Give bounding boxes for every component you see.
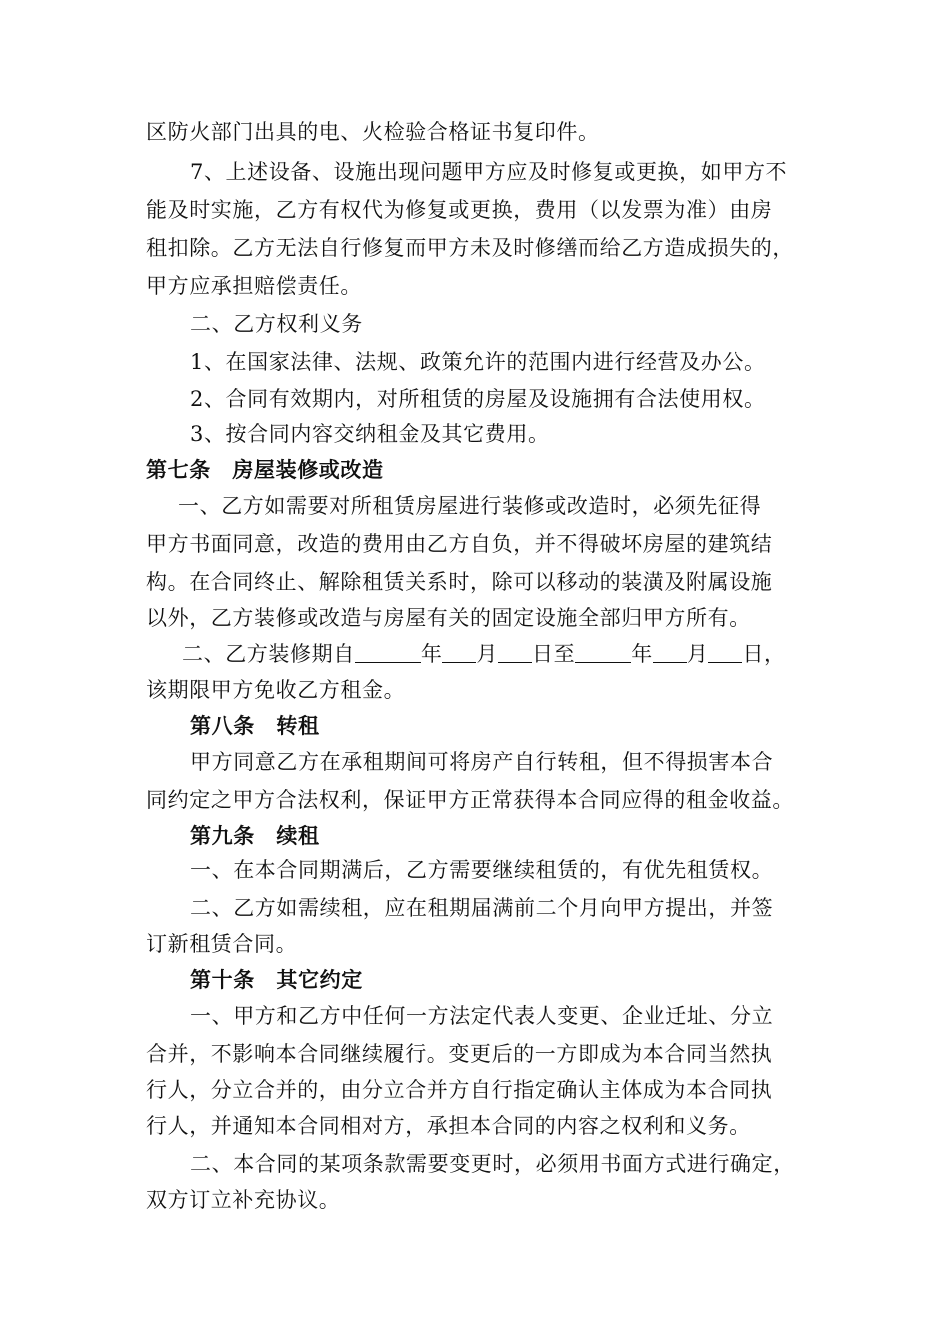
paragraph-line: 二、本合同的某项条款需要变更时，必须用书面方式进行确定，	[190, 1152, 795, 1176]
paragraph-line: 一、甲方和乙方中任何一方法定代表人变更、企业迁址、分立	[190, 1004, 774, 1028]
paragraph-line: 双方订立补充协议。	[146, 1188, 341, 1212]
article-7-heading: 第七条 房屋装修或改造	[146, 458, 384, 482]
paragraph-line: 租扣除。乙方无法自行修复而甲方未及时修缮而给乙方造成损失的，	[146, 236, 794, 260]
article-8-heading: 第八条 转租	[190, 714, 320, 738]
day-to-label: 日至	[532, 642, 576, 666]
paragraph-line: 1、在国家法律、法规、政策允许的范围内进行经营及办公。	[190, 350, 766, 374]
renovation-period-line	[182, 640, 786, 668]
paragraph-line: 一、乙方如需要对所租赁房屋进行装修或改造时，必须先征得	[178, 494, 762, 518]
blank-end-month[interactable]	[653, 642, 687, 663]
section-subheading: 二、乙方权利义务	[190, 312, 363, 336]
blank-start-month[interactable]	[442, 642, 476, 663]
paragraph-line: 一、在本合同期满后，乙方需要继续租赁的，有优先租赁权。	[190, 858, 774, 882]
paragraph-line: 甲方书面同意，改造的费用由乙方自负，并不得破坏房屋的建筑结	[146, 532, 773, 556]
paragraph-line: 该期限甲方免收乙方租金。	[146, 678, 406, 702]
paragraph-line: 合并，不影响本合同继续履行。变更后的一方即成为本合同当然执	[146, 1042, 773, 1066]
paragraph-line: 以外，乙方装修或改造与房屋有关的固定设施全部归甲方所有。	[146, 606, 751, 630]
paragraph-line: 订新租赁合同。	[146, 932, 298, 956]
blank-start-day[interactable]	[498, 642, 532, 663]
blank-start-year[interactable]	[355, 642, 421, 663]
paragraph-line: 甲方同意乙方在承租期间可将房产自行转租，但不得损害本合	[190, 750, 774, 774]
blank-end-year[interactable]	[575, 642, 631, 663]
article-9-heading: 第九条 续租	[190, 824, 320, 848]
month-label: 月	[686, 642, 709, 666]
article-10-heading: 第十条 其它约定	[190, 968, 363, 992]
blank-end-day[interactable]	[708, 642, 742, 663]
paragraph-line: 甲方应承担赔偿责任。	[146, 274, 362, 298]
paragraph-line: 二、乙方如需续租，应在租期届满前二个月向甲方提出，并签	[190, 896, 774, 920]
year-label: 年	[631, 642, 653, 666]
month-label: 月	[476, 642, 499, 666]
paragraph-line: 区防火部门出具的电、火检验合格证书复印件。	[146, 120, 600, 144]
paragraph-line: 构。在合同终止、解除租赁关系时，除可以移动的装潢及附属设施	[146, 570, 773, 594]
paragraph-line: 行人，分立合并的，由分立合并方自行指定确认主体成为本合同执	[146, 1078, 773, 1102]
paragraph-line: 3、按合同内容交纳租金及其它费用。	[190, 422, 550, 446]
paragraph-line: 2、合同有效期内，对所租赁的房屋及设施拥有合法使用权。	[190, 387, 766, 411]
paragraph-line: 行人，并通知本合同相对方，承担本合同的内容之权利和义务。	[146, 1114, 751, 1138]
year-label: 年	[420, 642, 443, 666]
period-prefix: 二、乙方装修期自	[182, 642, 355, 666]
day-label: 日，	[742, 642, 786, 666]
paragraph-line: 7、上述设备、设施出现问题甲方应及时修复或更换，如甲方不	[190, 160, 788, 184]
paragraph-line: 同约定之甲方合法权利，保证甲方正常获得本合同应得的租金收益。	[146, 788, 794, 812]
paragraph-line: 能及时实施，乙方有权代为修复或更换，费用（以发票为准）由房	[146, 198, 773, 222]
